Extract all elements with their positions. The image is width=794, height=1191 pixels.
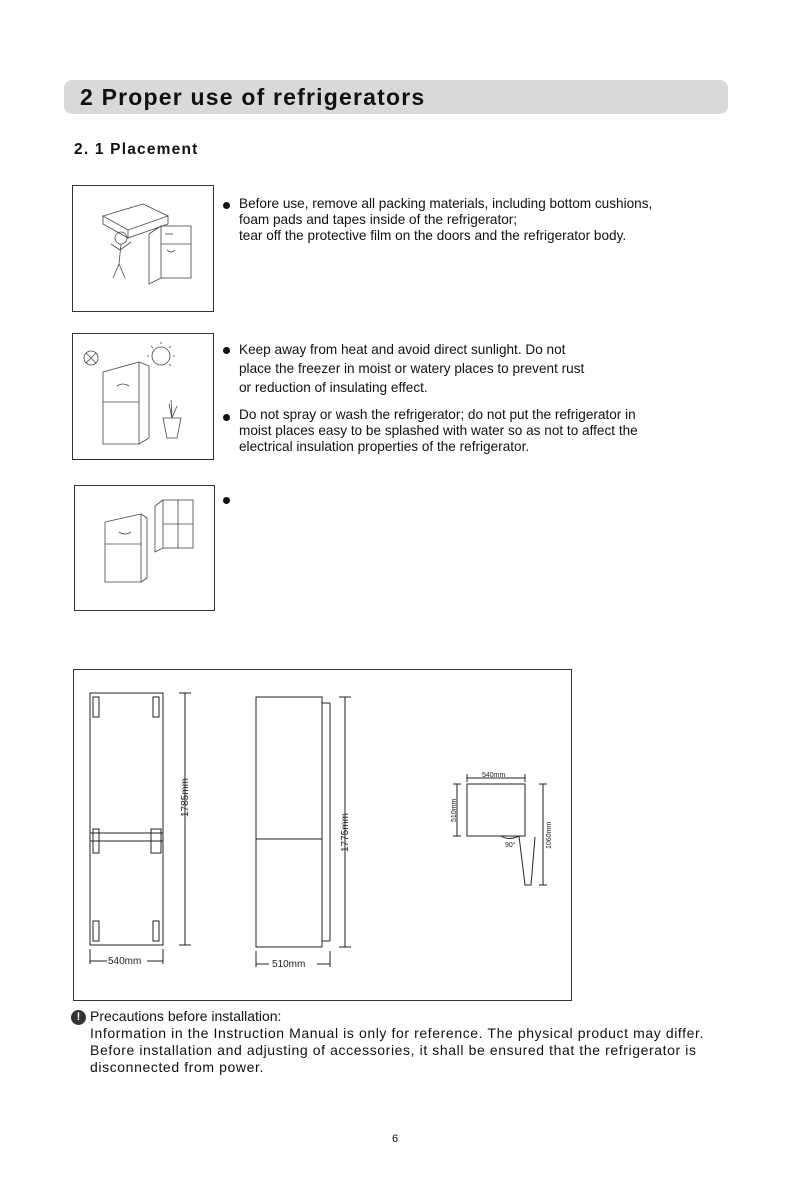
item-1-text: Before use, remove all packing materials, including bottom cushions, foam pads and tapes inside of the refrigerator; tear off the protective film on the doors and the refrigerator body. xyxy=(239,196,653,243)
exclamation-icon: ! xyxy=(71,1010,86,1025)
item-3-text: Do not spray or wash the refrigerator; do not put the refrigerator in moist places easy to be splashed with water so as not to affect the electrical insulation properties of the refrigerator. xyxy=(239,407,638,454)
bullet-icon xyxy=(223,347,230,354)
precautions-heading: Precautions before installation: xyxy=(90,1008,282,1024)
front-view-drawing xyxy=(73,669,570,999)
top-width-label: 540mm xyxy=(482,772,506,779)
unpacking-drawing xyxy=(73,186,213,311)
window-illustration xyxy=(74,485,215,611)
bullet-icon xyxy=(223,497,230,504)
precautions-line-2: Before installation and adjusting of accessories, it shall be ensured that the refrigerator is xyxy=(90,1042,697,1058)
door-angle-label: 90° xyxy=(505,842,516,849)
item-2-text: Keep away from heat and avoid direct sunlight. Do not place the freezer in moist or watery places to prevent rust or reduction of insulating effect. xyxy=(239,342,585,395)
section-heading: 2. 1 Placement xyxy=(74,141,199,158)
front-width-label: 540mm xyxy=(108,956,142,967)
side-height-label: 1775mm xyxy=(340,813,351,852)
page-number: 6 xyxy=(392,1133,399,1145)
precautions-line-1: Information in the Instruction Manual is only for reference. The physical product may differ. xyxy=(90,1025,705,1041)
sunlight-illustration xyxy=(72,333,214,460)
sunlight-drawing xyxy=(73,334,213,459)
precautions-line-3: disconnected from power. xyxy=(90,1059,264,1075)
side-depth-label: 510mm xyxy=(272,959,306,970)
unpacking-illustration xyxy=(72,185,214,312)
top-swing-label: 1060mm xyxy=(546,821,553,849)
bullet-icon xyxy=(223,202,230,209)
top-depth-label: 510mm xyxy=(451,798,458,822)
bullet-icon xyxy=(223,414,230,421)
window-drawing xyxy=(75,486,214,610)
front-height-label: 1785mm xyxy=(180,778,191,817)
page-title: 2 Proper use of refrigerators xyxy=(80,84,426,110)
